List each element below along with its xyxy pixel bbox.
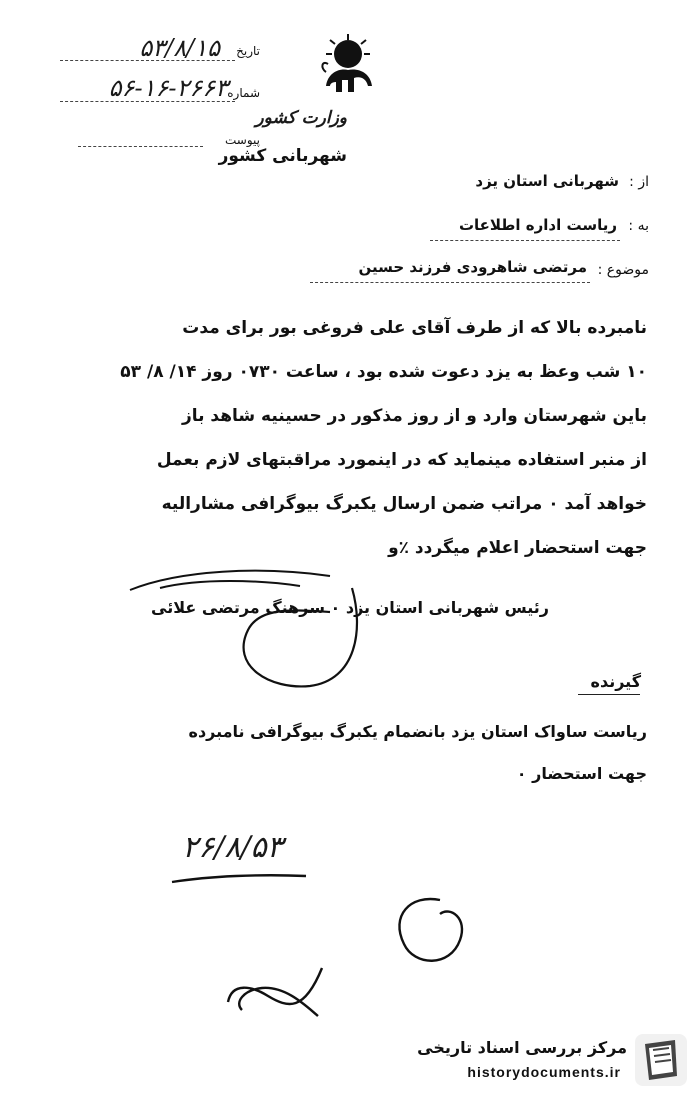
handwritten-date-note: ۲۶/۸/۵۳ <box>182 830 283 865</box>
handwritten-scribble-mark <box>120 570 380 700</box>
recipients-heading-underline <box>578 694 640 695</box>
from-value: شهربانی استان یزد <box>475 172 619 190</box>
body-line: نامبرده بالا که از طرف آقای علی فروغی بور برای مدت <box>182 318 647 338</box>
body-line: خواهد آمد ۰ مراتب ضمن ارسال یکبرگ بیوگرافی مشارالیه <box>161 494 647 514</box>
body-line: جهت استحضار اعلام میگردد ٪و <box>388 538 647 558</box>
attachment-rule <box>78 146 203 147</box>
subject-rule <box>310 282 590 283</box>
from-label: از : <box>629 174 649 190</box>
header-meta <box>60 28 260 158</box>
recipient-line: ریاست ساواک استان یزد بانضمام یکبرگ بیوگرافی نامبرده <box>188 722 647 741</box>
handwritten-loop-mark <box>380 896 470 976</box>
ministry-title: وزارت کشور <box>255 108 347 128</box>
recipients-heading: گیرنده <box>590 672 641 691</box>
signature-line: رئیس شهربانی استان یزد ۰ سرهنگ مرتضی علائی <box>151 598 549 617</box>
number-rule <box>60 101 235 102</box>
to-label: به : <box>628 218 649 234</box>
date-label: تاریخ <box>236 44 260 58</box>
footer-website: historydocuments.ir <box>467 1064 621 1080</box>
body-line: از منبر استفاده مینماید که در اینمورد مراقبتهای لازم بعمل <box>156 450 647 470</box>
body-line: باین شهرستان وارد و از روز مذکور در حسینیه شاهد باز <box>181 406 647 426</box>
number-label: شماره <box>227 86 260 100</box>
handwritten-underline-mark <box>170 872 310 886</box>
number-value: ۵۶-۱۶-۲۶۶۳ <box>108 74 228 102</box>
subject-value: مرتضی شاهرودی فرزند حسین <box>358 258 587 276</box>
archive-book-logo-icon <box>635 1034 687 1086</box>
body-line: ۱۰ شب وعظ به یزد دعوت شده بود ، ساعت ۰۷۳۰ روز ۱۴/ ۸/ ۵۳ <box>120 362 647 382</box>
department-title: شهربانی کشور <box>218 146 347 166</box>
subject-label: موضوع : <box>597 262 649 278</box>
date-rule <box>60 60 235 61</box>
footer-brand <box>391 1030 691 1090</box>
footer-brand-text: مرکز بررسی اسناد تاریخی <box>417 1038 627 1057</box>
to-rule <box>430 240 620 241</box>
attachment-label: پیوست <box>225 133 260 147</box>
recipient-line: جهت استحضار ۰ <box>516 764 647 783</box>
handwritten-alpha-mark <box>222 962 332 1022</box>
to-value: ریاست اداره اطلاعات <box>458 216 617 234</box>
date-value: ۵۳/۸/۱۵ <box>139 34 220 62</box>
lion-sun-emblem-icon <box>318 34 378 98</box>
